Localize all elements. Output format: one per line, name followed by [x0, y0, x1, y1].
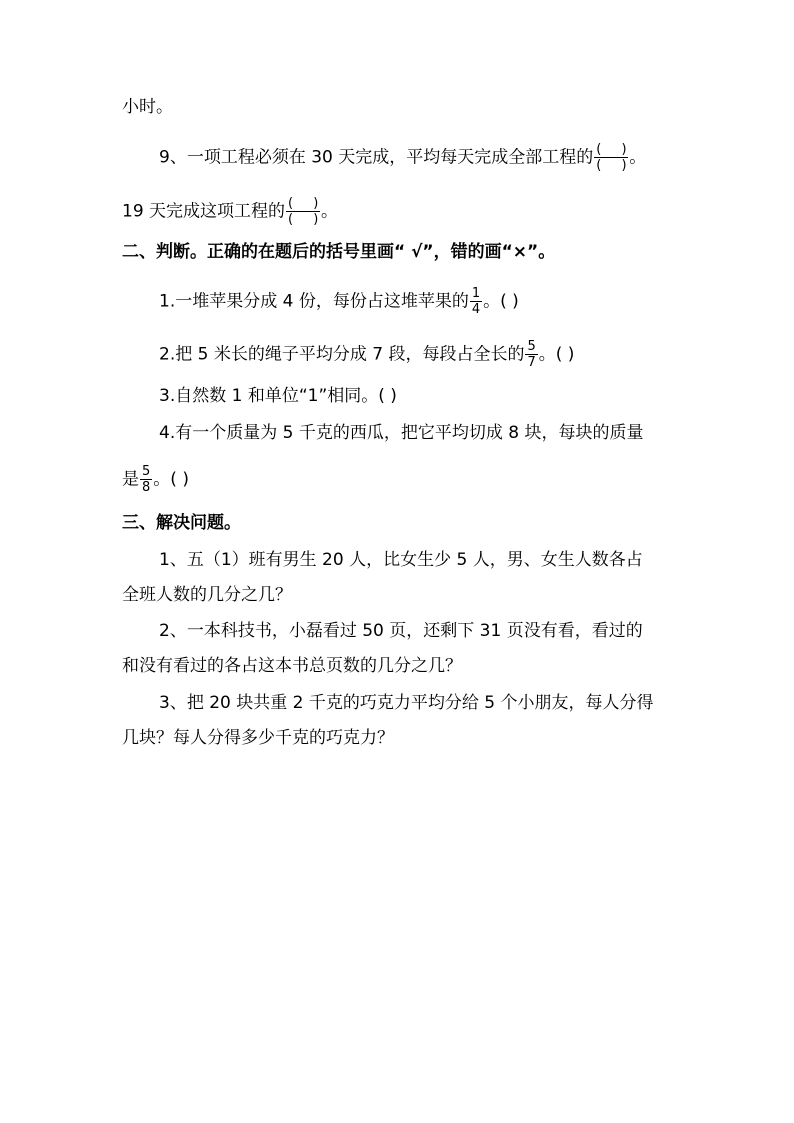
fraction-denominator-blank: ( ) [596, 158, 635, 173]
answer-parentheses[interactable]: 。( ) [153, 469, 189, 490]
fraction-numerator: 1 [471, 286, 481, 301]
problem-2-line1: 2、一本科技书，小磊看过 50 页，还剩下 31 页没有看，看过的 [159, 621, 643, 641]
question-9-line1 [159, 142, 646, 173]
fraction-denominator: 7 [527, 355, 536, 370]
question-9-line2 [122, 196, 338, 227]
answer-parentheses[interactable]: 。( ) [483, 291, 519, 312]
fraction-denominator: 4 [471, 302, 481, 317]
section-2-title: 二、判断。正确的在题后的括号里画“ √”，错的画“×”。 [122, 242, 556, 262]
section-3-title: 三、解决问题。 [122, 513, 241, 533]
fraction [470, 286, 482, 317]
problem-3-line1: 3、把 20 块共重 2 千克的巧克力平均分给 5 个小朋友，每人分得 [159, 693, 654, 713]
problem-1-line2: 全班人数的几分之几？ [122, 585, 292, 605]
problem-1-line1: 1、五（1）班有男生 20 人，比女生少 5 人，男、女生人数各占 [159, 550, 643, 570]
punctuation: 。 [321, 201, 339, 222]
question-text: 9、一项工程必须在 30 天完成，平均每天完成全部工程的 [159, 147, 594, 168]
fraction-numerator-blank: ( ) [596, 142, 635, 157]
question-text: 2.把 5 米长的绳子平均分成 7 段，每段占全长的 [159, 344, 525, 365]
text-line [122, 97, 173, 117]
judge-question-2 [159, 339, 574, 370]
punctuation: 。 [629, 147, 647, 168]
line-text: 小时。 [122, 97, 173, 117]
judge-question-4-line2 [122, 464, 189, 495]
answer-parentheses[interactable]: 。( ) [538, 344, 575, 365]
fraction [525, 339, 537, 370]
judge-question-4-line1: 4.有一个质量为 5 千克的西瓜，把它平均切成 8 块，每块的质量 [159, 423, 644, 443]
question-text: 1.一堆苹果分成 4 份，每份占这堆苹果的 [159, 291, 469, 312]
fraction-numerator-blank: ( ) [288, 196, 327, 211]
judge-question-1 [159, 286, 519, 317]
problem-2-line2: 和没有看过的各占这本书总页数的几分之几？ [122, 656, 462, 676]
fraction-numerator: 5 [527, 339, 536, 354]
question-text: 19 天完成这项工程的 [122, 201, 286, 222]
fraction-denominator-blank: ( ) [288, 212, 327, 227]
question-text: 是 [122, 469, 139, 490]
blank-fraction[interactable] [594, 142, 635, 173]
fraction-denominator: 8 [142, 480, 151, 495]
problem-3-line2: 几块？每人分得多少千克的巧克力？ [122, 728, 394, 748]
fraction [140, 464, 152, 495]
fraction-numerator: 5 [142, 464, 151, 479]
blank-fraction[interactable] [286, 196, 327, 227]
judge-question-3[interactable]: 3.自然数 1 和单位“1”相同。( ) [159, 386, 397, 406]
